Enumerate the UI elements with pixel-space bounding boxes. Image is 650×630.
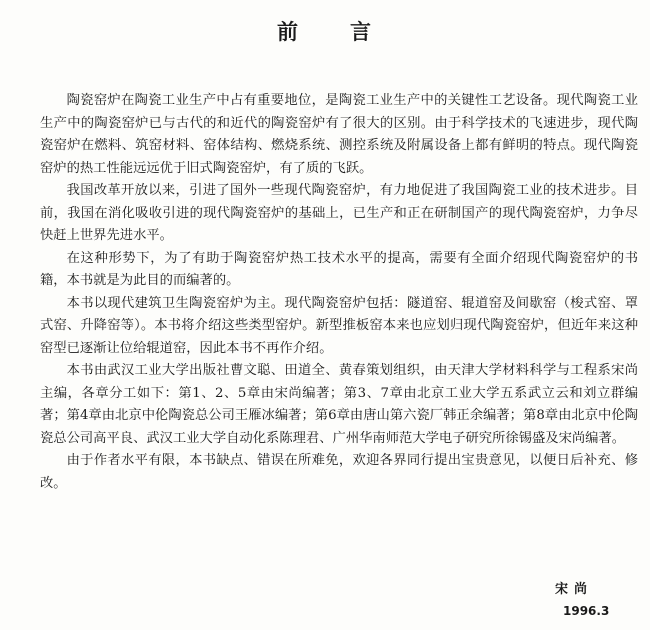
paragraph: 本书以现代建筑卫生陶瓷窑炉为主。现代陶瓷窑炉包括：隧道窑、辊道窑及间歇窑（梭式窑、罩式窑、升降窑等）。本书将介绍这些类型窑炉。新型推板窑本来也应划归现代陶瓷窑炉，但近年来这种窑型已逐渐让位给辊道窑，因此本书不再作介绍。 bbox=[40, 295, 638, 356]
signature-date: 1996.3 bbox=[563, 604, 610, 618]
page-title bbox=[0, 16, 650, 46]
paragraph: 本书由武汉工业大学出版社曹文聪、田道全、黄春策划组织，由天津大学材料科学与工程系宋尚主编，各章分工如下：第1、2、5章由宋尚编著；第3、7章由北京工业大学五系武立云和刘立群编著；第4章由北京中伦陶瓷总公司王雁冰编著；第6章由唐山第六瓷厂韩正余编著；第8章由北京中伦陶瓷总公司高平良、武汉工业大学自动化系陈理君、广州华南师范大学电子研究所徐锡盛及宋尚编著。 bbox=[40, 363, 638, 446]
paragraph: 由于作者水平有限，本书缺点、错误在所难免，欢迎各界同行提出宝贵意见，以便日后补充、修改。 bbox=[40, 453, 638, 491]
preface-body bbox=[40, 90, 638, 495]
paragraph: 我国改革开放以来，引进了国外一些现代陶瓷窑炉，有力地促进了我国陶瓷工业的技术进步。目前，我国在消化吸收引进的现代陶瓷窑炉的基础上，已生产和正在研制国产的现代陶瓷窑炉，力争尽快赶上世界先进水平。 bbox=[40, 183, 638, 243]
author-signature: 宋尚 bbox=[555, 582, 594, 597]
title-char-left: 前 bbox=[277, 20, 300, 44]
title-char-right: 言 bbox=[350, 20, 373, 44]
paragraph: 在这种形势下，为了有助于陶瓷窑炉热工技术水平的提高，需要有全面介绍现代陶瓷窑炉的书籍，本书就是为此目的而编著的。 bbox=[40, 250, 638, 288]
paragraph: 陶瓷窑炉在陶瓷工业生产中占有重要地位，是陶瓷工业生产中的关键性工艺设备。现代陶瓷工业生产中的陶瓷窑炉已与古代的和近代的陶瓷窑炉有了很大的区别。由于科学技术的飞速进步，现代陶瓷窑炉在燃料、筑窑材料、窑体结构、燃烧系统、测控系统及附属设备上都有鲜明的特点。现代陶瓷窑炉的热工性能远远优于旧式陶瓷窑炉，有了质的飞跃。 bbox=[40, 93, 638, 176]
